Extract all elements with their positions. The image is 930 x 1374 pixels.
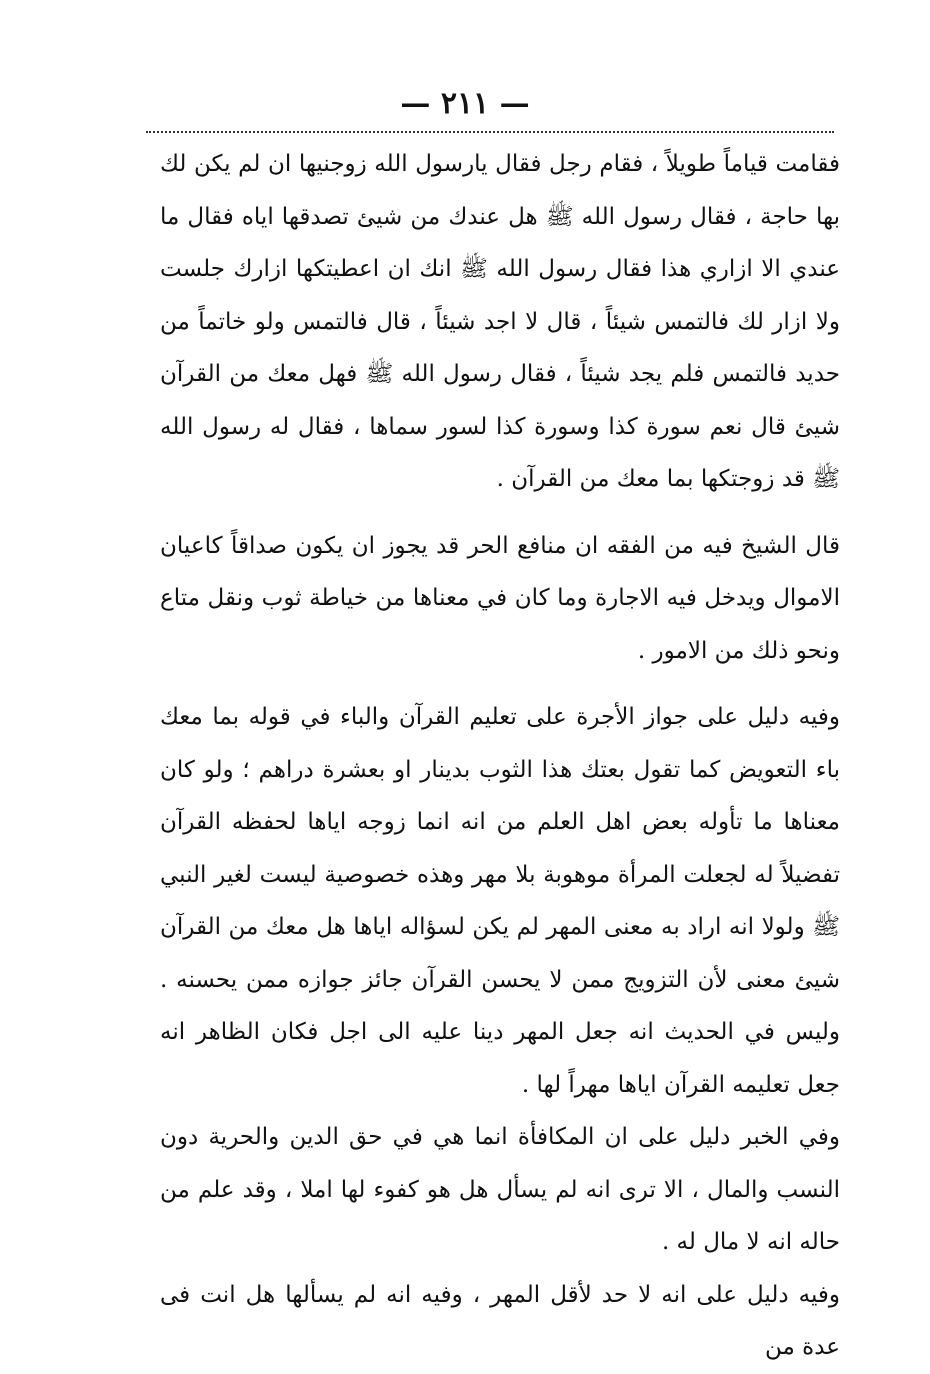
paragraph-5: وفيه دليل على انه لا حد لأقل المهر ، وفيه انه لم يسألها هل انت فى عدة من — [160, 1281, 840, 1360]
paragraph-2: قال الشيخ فيه من الفقه ان منافع الحر قد يجوز ان يكون صداقاً كاعيان الاموال ويدخل فيه الاجارة وما كان في معناها من خياطة ثوب ونقل متاع ونحو ذلك من الامور . — [160, 532, 840, 664]
page-number: — ٢١١ — — [400, 86, 530, 121]
header-divider — [146, 131, 834, 133]
body-text — [160, 138, 840, 1374]
paragraph-4: وفي الخبر دليل على ان المكافأة انما هي في حق الدين والحرية دون النسب والمال ، الا ترى انه لم يسأل هل هو كفوء لها املا ، وقد علم من حاله انه لا مال له . — [160, 1124, 840, 1255]
paragraph-1: فقامت قياماً طويلاً ، فقام رجل فقال يارسول الله زوجنيها ان لم يكن لك بها حاجة ، فقال رسول الله ﷺ هل عندك من شيئ تصدقها اياه فقال ما عندي الا ازاري هذا فقال رسول الله ﷺ انك ان اعطيتكها ازارك جلست ولا ازار لك فالتمس شيئاً ، قال لا اجد شيئاً ، قال فالتمس ولو خاتماً من حديد فالتمس فلم يجد شيئاً ، فقال رسول الله ﷺ فهل معك من القرآن شيئ قال نعم سورة كذا وسورة كذا لسور سماها ، فقال له رسول الله ﷺ قد زوجتكها بما معك من القرآن . — [160, 151, 840, 492]
paragraph-3: وفيه دليل على جواز الأجرة على تعليم القرآن والباء في قوله بما معك باء التعويض كما تقول بعتك هذا الثوب بدينار او بعشرة دراهم ؛ ولو كان معناها ما تأوله بعض اهل العلم من انه انما زوجه اياها لحفظه القرآن تفضيلاً له لجعلت المرأة موهوبة بلا مهر وهذه خصوصية ليست لغير النبي ﷺ ولولا انه اراد به معنى المهر لم يكن لسؤاله اياها هل معك من القرآن شيئ معنى لأن التزويج ممن لا يحسن القرآن جائز جوازه ممن يحسنه . وليس في الحديث انه جعل المهر دينا عليه الى اجل فكان الظاهر انه جعل تعليمه القرآن اياها مهراً لها . — [160, 704, 840, 1098]
